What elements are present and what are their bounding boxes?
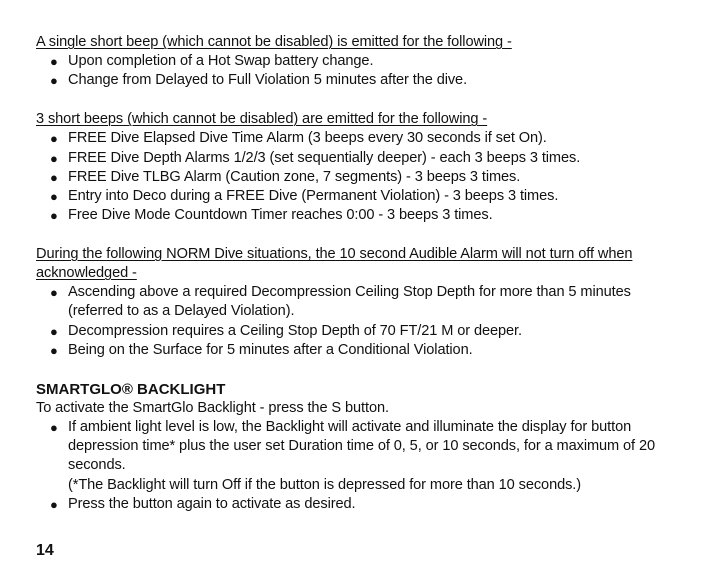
bullet-icon: ● [50, 131, 58, 147]
bullet-icon: ● [50, 496, 58, 512]
norm-dive-section [36, 245, 668, 360]
list-item: ● FREE Dive TLBG Alarm (Caution zone, 7 segments) - 3 beeps 3 times. [36, 168, 668, 187]
list-item: ● Free Dive Mode Countdown Timer reaches 0:00 - 3 beeps 3 times. [36, 206, 668, 225]
three-beeps-intro: 3 short beeps (which cannot be disabled) are emitted for the following - [36, 111, 488, 128]
single-beep-list [36, 52, 668, 90]
single-beep-intro: A single short beep (which cannot be disabled) is emitted for the following - [36, 34, 512, 50]
bullet-icon: ● [50, 323, 58, 339]
list-item: ● Entry into Deco during a FREE Dive (Permanent Violation) - 3 beeps 3 times. [36, 187, 668, 206]
bullet-icon: ● [50, 54, 58, 70]
three-beeps-list [36, 129, 668, 225]
bullet-icon: ● [50, 150, 58, 166]
list-item: ● Decompression requires a Ceiling Stop Depth of 70 FT/21 M or deeper. [36, 322, 668, 341]
list-item: ● Change from Delayed to Full Violation 5 minutes after the dive. [36, 71, 668, 90]
three-beeps-section [36, 110, 668, 225]
bullet-icon: ● [50, 208, 58, 224]
backlight-list [36, 418, 668, 514]
list-item: ● FREE Dive Depth Alarms 1/2/3 (set sequentially deeper) - each 3 beeps 3 times. [36, 149, 668, 168]
list-item: ● Being on the Surface for 5 minutes after a Conditional Violation. [36, 341, 668, 360]
bullet-icon: ● [50, 169, 58, 185]
norm-dive-list [36, 283, 668, 360]
bullet-icon: ● [50, 188, 58, 204]
norm-dive-intro: During the following NORM Dive situations, the 10 second Audible Alarm will not turn off when acknowledged - [36, 245, 633, 282]
manual-page [36, 33, 668, 514]
backlight-heading: SMARTGLO® BACKLIGHT [36, 380, 226, 398]
list-item: ● Upon completion of a Hot Swap battery change. [36, 52, 668, 71]
backlight-intro: To activate the SmartGlo Backlight - press the S button. [36, 399, 389, 416]
page-number: 14 [36, 542, 54, 559]
bullet-icon: ● [50, 73, 58, 89]
backlight-note: (*The Backlight will turn Off if the button is depressed for more than 10 seconds.) [68, 476, 582, 493]
list-item: ● Press the button again to activate as desired. [36, 495, 668, 514]
list-item: ● If ambient light level is low, the Backlight will activate and illuminate the display for button depression time* plus the user set Duration time of 0, 5, or 10 seconds, for a maximum of 20 seconds. (*The Backlight will turn Off if the button is depressed for more than 10 seconds.) [36, 418, 668, 495]
bullet-icon: ● [50, 285, 58, 301]
list-item: ● Ascending above a required Decompression Ceiling Stop Depth for more than 5 minutes (referred to as a Delayed Violation). [50, 284, 631, 320]
bullet-icon: ● [50, 342, 58, 358]
single-beep-section [36, 33, 668, 91]
backlight-section [36, 380, 668, 514]
list-item: ● FREE Dive Elapsed Dive Time Alarm (3 beeps every 30 seconds if set On). [36, 129, 668, 148]
bullet-icon: ● [50, 419, 58, 435]
